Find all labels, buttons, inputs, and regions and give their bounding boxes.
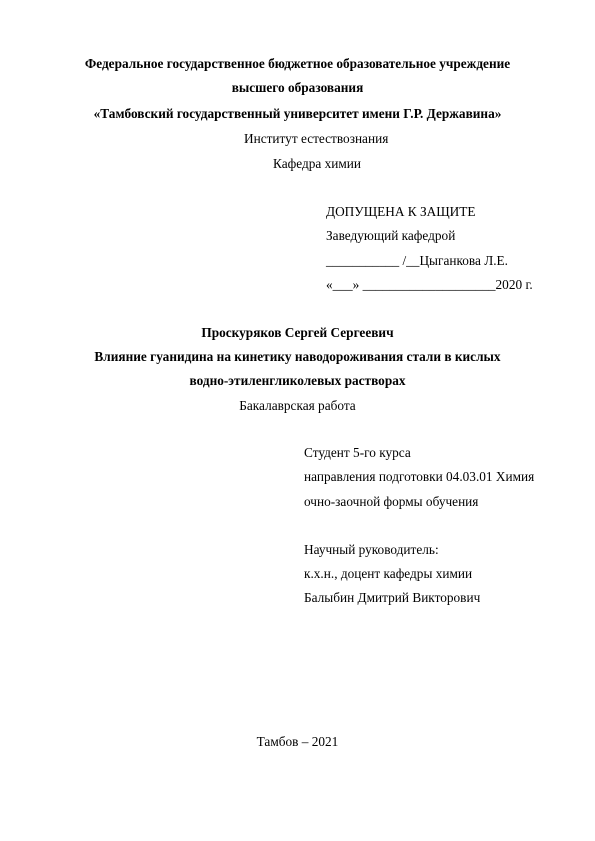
supervisor-label: Научный руководитель: [304, 542, 439, 557]
institution-line-2: высшего образования [231, 80, 364, 95]
institute-name: Институт естествознания [244, 131, 389, 146]
author-name: Проскуряков Сергей Сергеевич [201, 325, 394, 340]
student-course: Студент 5-го курса [304, 445, 411, 460]
student-direction: направления подготовки 04.03.01 Химия [304, 469, 535, 484]
supervisor-position: к.х.н., доцент кафедры химии [304, 566, 473, 581]
thesis-title-line-2: водно-этиленгликолевых растворах [189, 373, 406, 388]
approval-heading: ДОПУЩЕНА К ЗАЩИТЕ [326, 204, 476, 219]
city-year: Тамбов – 2021 [256, 734, 339, 749]
institution-line-1: Федеральное государственное бюджетное образовательное учреждение [84, 56, 511, 71]
approval-signature-line: ___________ /__Цыганкова Л.Е. [326, 253, 509, 268]
supervisor-name: Балыбин Дмитрий Викторович [304, 590, 481, 605]
university-name: «Тамбовский государственный университет имени Г.Р. Державина» [93, 106, 502, 121]
approval-date-line: «___» ____________________2020 г. [326, 277, 533, 292]
department-name: Кафедра химии [273, 156, 361, 171]
approval-role: Заведующий кафедрой [326, 228, 456, 243]
work-type: Бакалаврская работа [239, 398, 356, 413]
student-form: очно-заочной формы обучения [304, 494, 479, 509]
thesis-title-line-1: Влияние гуанидина на кинетику наводороживания стали в кислых [94, 349, 501, 364]
